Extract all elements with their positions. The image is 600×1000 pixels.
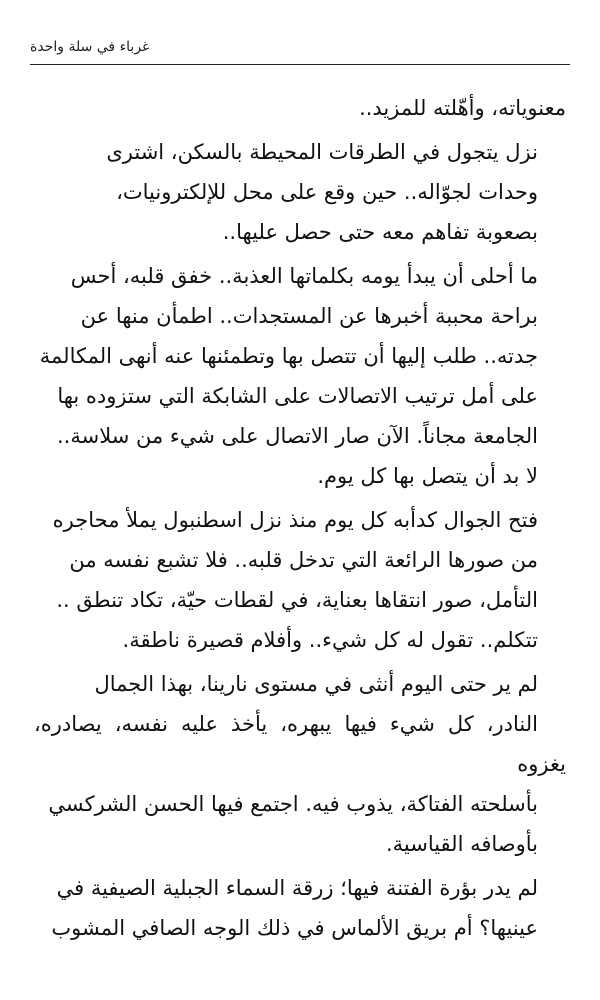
paragraph [34,132,566,252]
text-line: عينيها؟ أم بريق الألماس في ذلك الوجه الصافي المشوب [51,916,538,940]
text-line: بأوصافه القياسية. [385,832,538,856]
text-line: فتح الجوال كدأبه كل يوم منذ نزل اسطنبول يملأ محاجره [52,508,538,532]
paragraph [34,664,566,864]
paragraph [34,868,566,948]
text-line: معنوياته، وأهّلته للمزيد.. [359,96,566,120]
text-line: بأسلحته الفتاكة، يذوب فيه. اجتمع فيها الحسن الشركسي [48,792,538,816]
text-line: براحة محببة أخبرها عن المستجدات.. اطمأن منها عن [80,304,538,328]
paragraph [34,256,566,496]
text-line: على أمل ترتيب الاتصالات على الشابكة التي ستزوده بها [57,384,538,408]
text-line: جدته.. طلب إليها أن تتصل بها وتطمئنها عنه أنهى المكالمة [39,344,538,368]
running-header [30,36,570,65]
text-line: من صورها الرائعة التي تدخل قلبه.. فلا تشبع نفسه من [69,548,538,572]
text-line: النادر، كل شيء فيها يبهره، يأخذ عليه نفسه، يصادره، يغزوه [34,712,566,776]
body-text [34,88,566,952]
text-line: تتكلم.. تقول له كل شيء.. وأفلام قصيرة ناطقة. [122,628,538,652]
text-line: لم ير حتى اليوم أنثى في مستوى نارينا، بهذا الجمال [94,672,538,696]
text-line: لم يدر بؤرة الفتنة فيها؛ زرقة السماء الجبلية الصيفية في [56,876,538,900]
paragraph [34,500,566,660]
text-line: الجامعة مجاناً. الآن صار الاتصال على شيء من سلاسة.. [56,424,538,448]
text-line: بصعوبة تفاهم معه حتى حصل عليها.. [222,220,538,244]
text-line: لا بد أن يتصل بها كل يوم. [317,464,538,488]
text-line: نزل يتجول في الطرقات المحيطة بالسكن، اشترى [106,140,538,164]
text-line: وحدات لجوّاله.. حين وقع على محل للإلكترونيات، [116,180,538,204]
text-line: ما أحلى أن يبدأ يومه بكلماتها العذبة.. خفق قلبه، أحس [70,264,538,288]
paragraph [34,88,566,128]
book-title: غرباء في سلة واحدة [30,39,150,55]
text-line: التأمل، صور انتقاها بعناية، في لقطات حيّة، تكاد تنطق .. [56,588,538,612]
